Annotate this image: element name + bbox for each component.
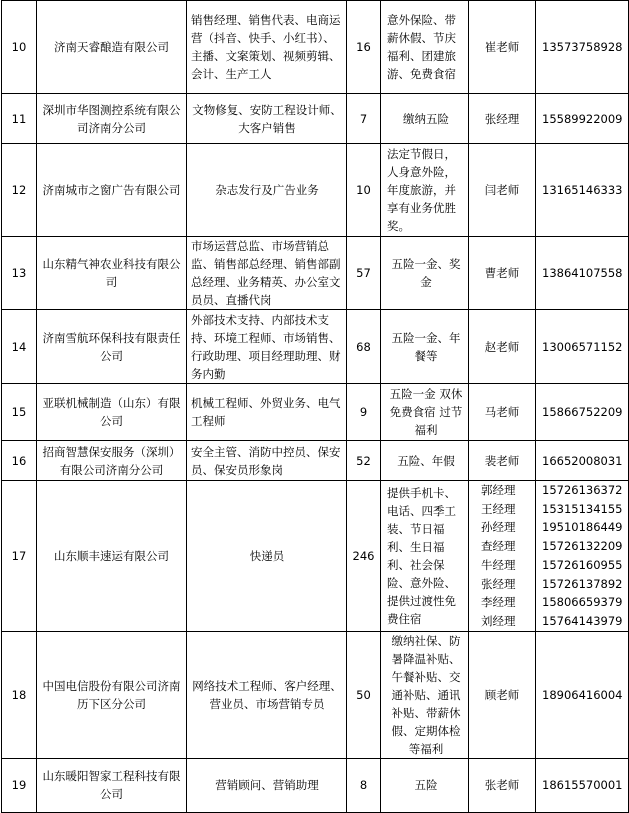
contact-phone: 13006571152 <box>536 310 629 384</box>
recruitment-table <box>1 0 629 813</box>
contact-person: 张经理 <box>481 576 516 591</box>
benefits: 缴纳社保、防暑降温补贴、午餐补贴、交通补贴、通讯补贴、带薪休假、定期体检等福利 <box>381 631 469 758</box>
contact-person: 曹老师 <box>469 237 536 310</box>
row-number: 19 <box>2 758 37 812</box>
contact-person: 张老师 <box>469 758 536 812</box>
hiring-count: 246 <box>347 481 381 632</box>
contact-phone: 13165146333 <box>536 144 629 237</box>
contact-phone: 15726136372 <box>542 483 623 497</box>
company-name: 中国电信股份有限公司济南历下区分公司 <box>37 631 187 758</box>
table-row <box>2 441 629 481</box>
benefits: 法定节假日，人身意外险，年度旅游，并享有业务优胜奖。 <box>381 144 469 237</box>
benefits: 五险一金、奖金 <box>381 237 469 310</box>
row-number: 14 <box>2 310 37 384</box>
table-row <box>2 94 629 144</box>
contact-list <box>469 481 536 632</box>
contact-phone: 16652008031 <box>536 441 629 481</box>
positions: 杂志发行及广告业务 <box>187 144 347 237</box>
contact-person: 郭经理 <box>481 483 516 497</box>
table-row <box>2 237 629 310</box>
benefits: 缴纳五险 <box>381 94 469 144</box>
table-row <box>2 384 629 441</box>
hiring-count: 9 <box>347 384 381 441</box>
positions: 机械工程师、外贸业务、电气工程师 <box>187 384 347 441</box>
company-name: 深圳市华图测控系统有限公司济南分公司 <box>37 94 187 144</box>
contact-phone: 18615570001 <box>536 758 629 812</box>
company-name: 亚联机械制造（山东）有限公司 <box>37 384 187 441</box>
company-name: 山东暖阳智家工程科技有限公司 <box>37 758 187 812</box>
benefits: 提供手机卡、电话、四季工装、节日福利、生日福利、社会保险、意外险、提供过渡性免费住宿 <box>381 481 469 632</box>
hiring-count: 68 <box>347 310 381 384</box>
table-row <box>2 310 629 384</box>
hiring-count: 57 <box>347 237 381 310</box>
company-name: 山东精气神农业科技有限公司 <box>37 237 187 310</box>
contact-person: 闫老师 <box>469 144 536 237</box>
table-row <box>2 144 629 237</box>
contact-person: 裴老师 <box>469 441 536 481</box>
company-name: 招商智慧保安服务（深圳）有限公司济南分公司 <box>37 441 187 481</box>
contact-phone: 15726137892 <box>542 576 623 591</box>
contact-phone: 15726132209 <box>542 539 623 554</box>
contact-person: 刘经理 <box>481 613 516 628</box>
contact-person: 马老师 <box>469 384 536 441</box>
contact-phone: 13864107558 <box>536 237 629 310</box>
positions: 外部技术支持、内部技术支持、环境工程师、市场销售、行政助理、项目经理助理、财务内勤 <box>187 310 347 384</box>
company-name: 济南城市之窗广告有限公司 <box>37 144 187 237</box>
contact-phone: 15764143979 <box>542 613 623 628</box>
hiring-count: 7 <box>347 94 381 144</box>
contact-person: 孙经理 <box>481 520 516 535</box>
contact-phone: 15315134155 <box>542 501 623 516</box>
contact-person: 王经理 <box>481 501 516 516</box>
row-number: 11 <box>2 94 37 144</box>
company-name: 济南天睿酿造有限公司 <box>37 1 187 94</box>
contact-person: 张经理 <box>469 94 536 144</box>
benefits: 五险一金、年餐等 <box>381 310 469 384</box>
phone-list <box>536 481 629 632</box>
contact-phone: 15806659379 <box>542 595 623 610</box>
contact-phone: 15726160955 <box>542 557 623 572</box>
positions: 网络技术工程师、客户经理、营业员、市场营销专员 <box>187 631 347 758</box>
row-number: 18 <box>2 631 37 758</box>
contact-person: 查经理 <box>481 539 516 554</box>
positions: 市场运营总监、市场营销总监、销售部总经理、销售部副总经理、业务精英、办公室文员员、直播代岗 <box>187 237 347 310</box>
table-row <box>2 758 629 812</box>
contact-person: 崔老师 <box>469 1 536 94</box>
benefits: 五险、年假 <box>381 441 469 481</box>
positions: 快递员 <box>187 481 347 632</box>
contact-phone: 13573758928 <box>536 1 629 94</box>
contact-person: 赵老师 <box>469 310 536 384</box>
table-row <box>2 1 629 94</box>
positions: 营销顾问、营销助理 <box>187 758 347 812</box>
benefits: 五险一金 双休 免费食宿 过节福利 <box>381 384 469 441</box>
contact-person: 李经理 <box>481 595 516 610</box>
row-number: 17 <box>2 481 37 632</box>
hiring-count: 10 <box>347 144 381 237</box>
benefits: 五险 <box>381 758 469 812</box>
contact-phone: 19510186449 <box>542 520 623 535</box>
hiring-count: 8 <box>347 758 381 812</box>
row-number: 16 <box>2 441 37 481</box>
row-number: 15 <box>2 384 37 441</box>
table-row <box>2 481 629 632</box>
hiring-count: 52 <box>347 441 381 481</box>
contact-phone: 18906416004 <box>536 631 629 758</box>
contact-phone: 15589922009 <box>536 94 629 144</box>
table-row <box>2 631 629 758</box>
contact-person: 牛经理 <box>481 557 516 572</box>
company-name: 济南雪航环保科技有限责任公司 <box>37 310 187 384</box>
contact-phone: 15866752209 <box>536 384 629 441</box>
company-name: 山东顺丰速运有限公司 <box>37 481 187 632</box>
hiring-count: 50 <box>347 631 381 758</box>
positions: 文物修复、安防工程设计师、大客户销售 <box>187 94 347 144</box>
row-number: 13 <box>2 237 37 310</box>
contact-person: 顾老师 <box>469 631 536 758</box>
benefits: 意外保险、带薪休假、节庆福利、团建旅游、免费食宿 <box>381 1 469 94</box>
hiring-count: 16 <box>347 1 381 94</box>
row-number: 12 <box>2 144 37 237</box>
row-number: 10 <box>2 1 37 94</box>
positions: 销售经理、销售代表、电商运营（抖音、快手、小红书）、主播、文案策划、视频剪辑、会计、生产工人 <box>187 1 347 94</box>
positions: 安全主管、消防中控员、保安员、保安员形象岗 <box>187 441 347 481</box>
